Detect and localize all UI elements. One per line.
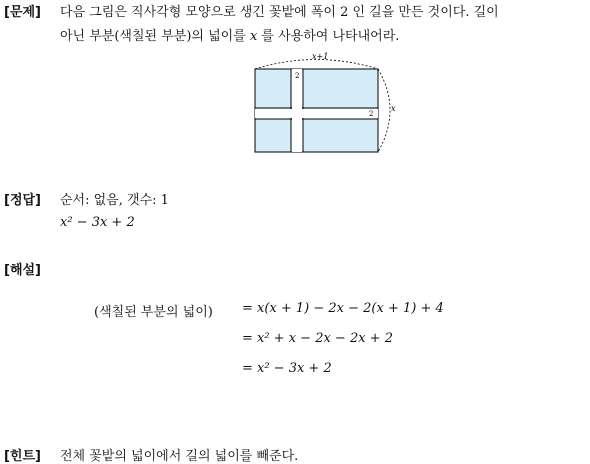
answer-line1: 순서: 없음, 갯수: 1 [60, 193, 169, 208]
explanation-step3: x² − 3x + 2 [257, 361, 332, 376]
flowerbed-figure [240, 48, 410, 156]
flowerbed-region-bottom-left [255, 119, 291, 152]
horizontal-road [255, 109, 378, 118]
problem-text-line2-pre: 아닌 부분(색칠된 부분)의 넓이를 [60, 29, 246, 44]
explanation-eq-2: = [242, 331, 253, 346]
explanation-step2: x² + x − 2x − 2x + 2 [257, 331, 393, 346]
right-dimension-label: x [391, 104, 396, 113]
answer-expression: x² − 3x + 2 [60, 215, 135, 230]
explanation-eq-1: = [242, 301, 253, 316]
top-dimension-label: x+1 [312, 52, 329, 61]
problem-variable: x [249, 29, 258, 44]
answer-tag: [정답] [4, 193, 41, 208]
vertical-road [292, 69, 302, 152]
road-width-label-horizontal: 2 [369, 110, 374, 118]
right-dimension-arc [378, 69, 390, 152]
explanation-lhs: (색칠된 부분의 넓이) [94, 305, 213, 320]
problem-text-line1: 다음 그림은 직사각형 모양으로 생긴 꽃밭에 폭이 2 인 길을 만든 것이다. 길이 [60, 5, 499, 20]
problem-text-line2 [60, 25, 399, 44]
hint-tag: [힌트] [4, 449, 41, 464]
explanation-step1: x(x + 1) − 2x − 2(x + 1) + 4 [257, 301, 444, 316]
problem-tag: [문제] [4, 5, 41, 20]
road-width-label-vertical: 2 [295, 72, 300, 80]
hint-text: 전체 꽃밭의 넓이에서 길의 넓이를 빼준다. [60, 449, 299, 464]
explanation-tag: [해설] [4, 263, 41, 278]
explanation-eq-3: = [242, 361, 253, 376]
problem-text-line2-post: 를 사용하여 나타내어라. [261, 29, 400, 44]
flowerbed-region-bottom-right [303, 119, 378, 152]
